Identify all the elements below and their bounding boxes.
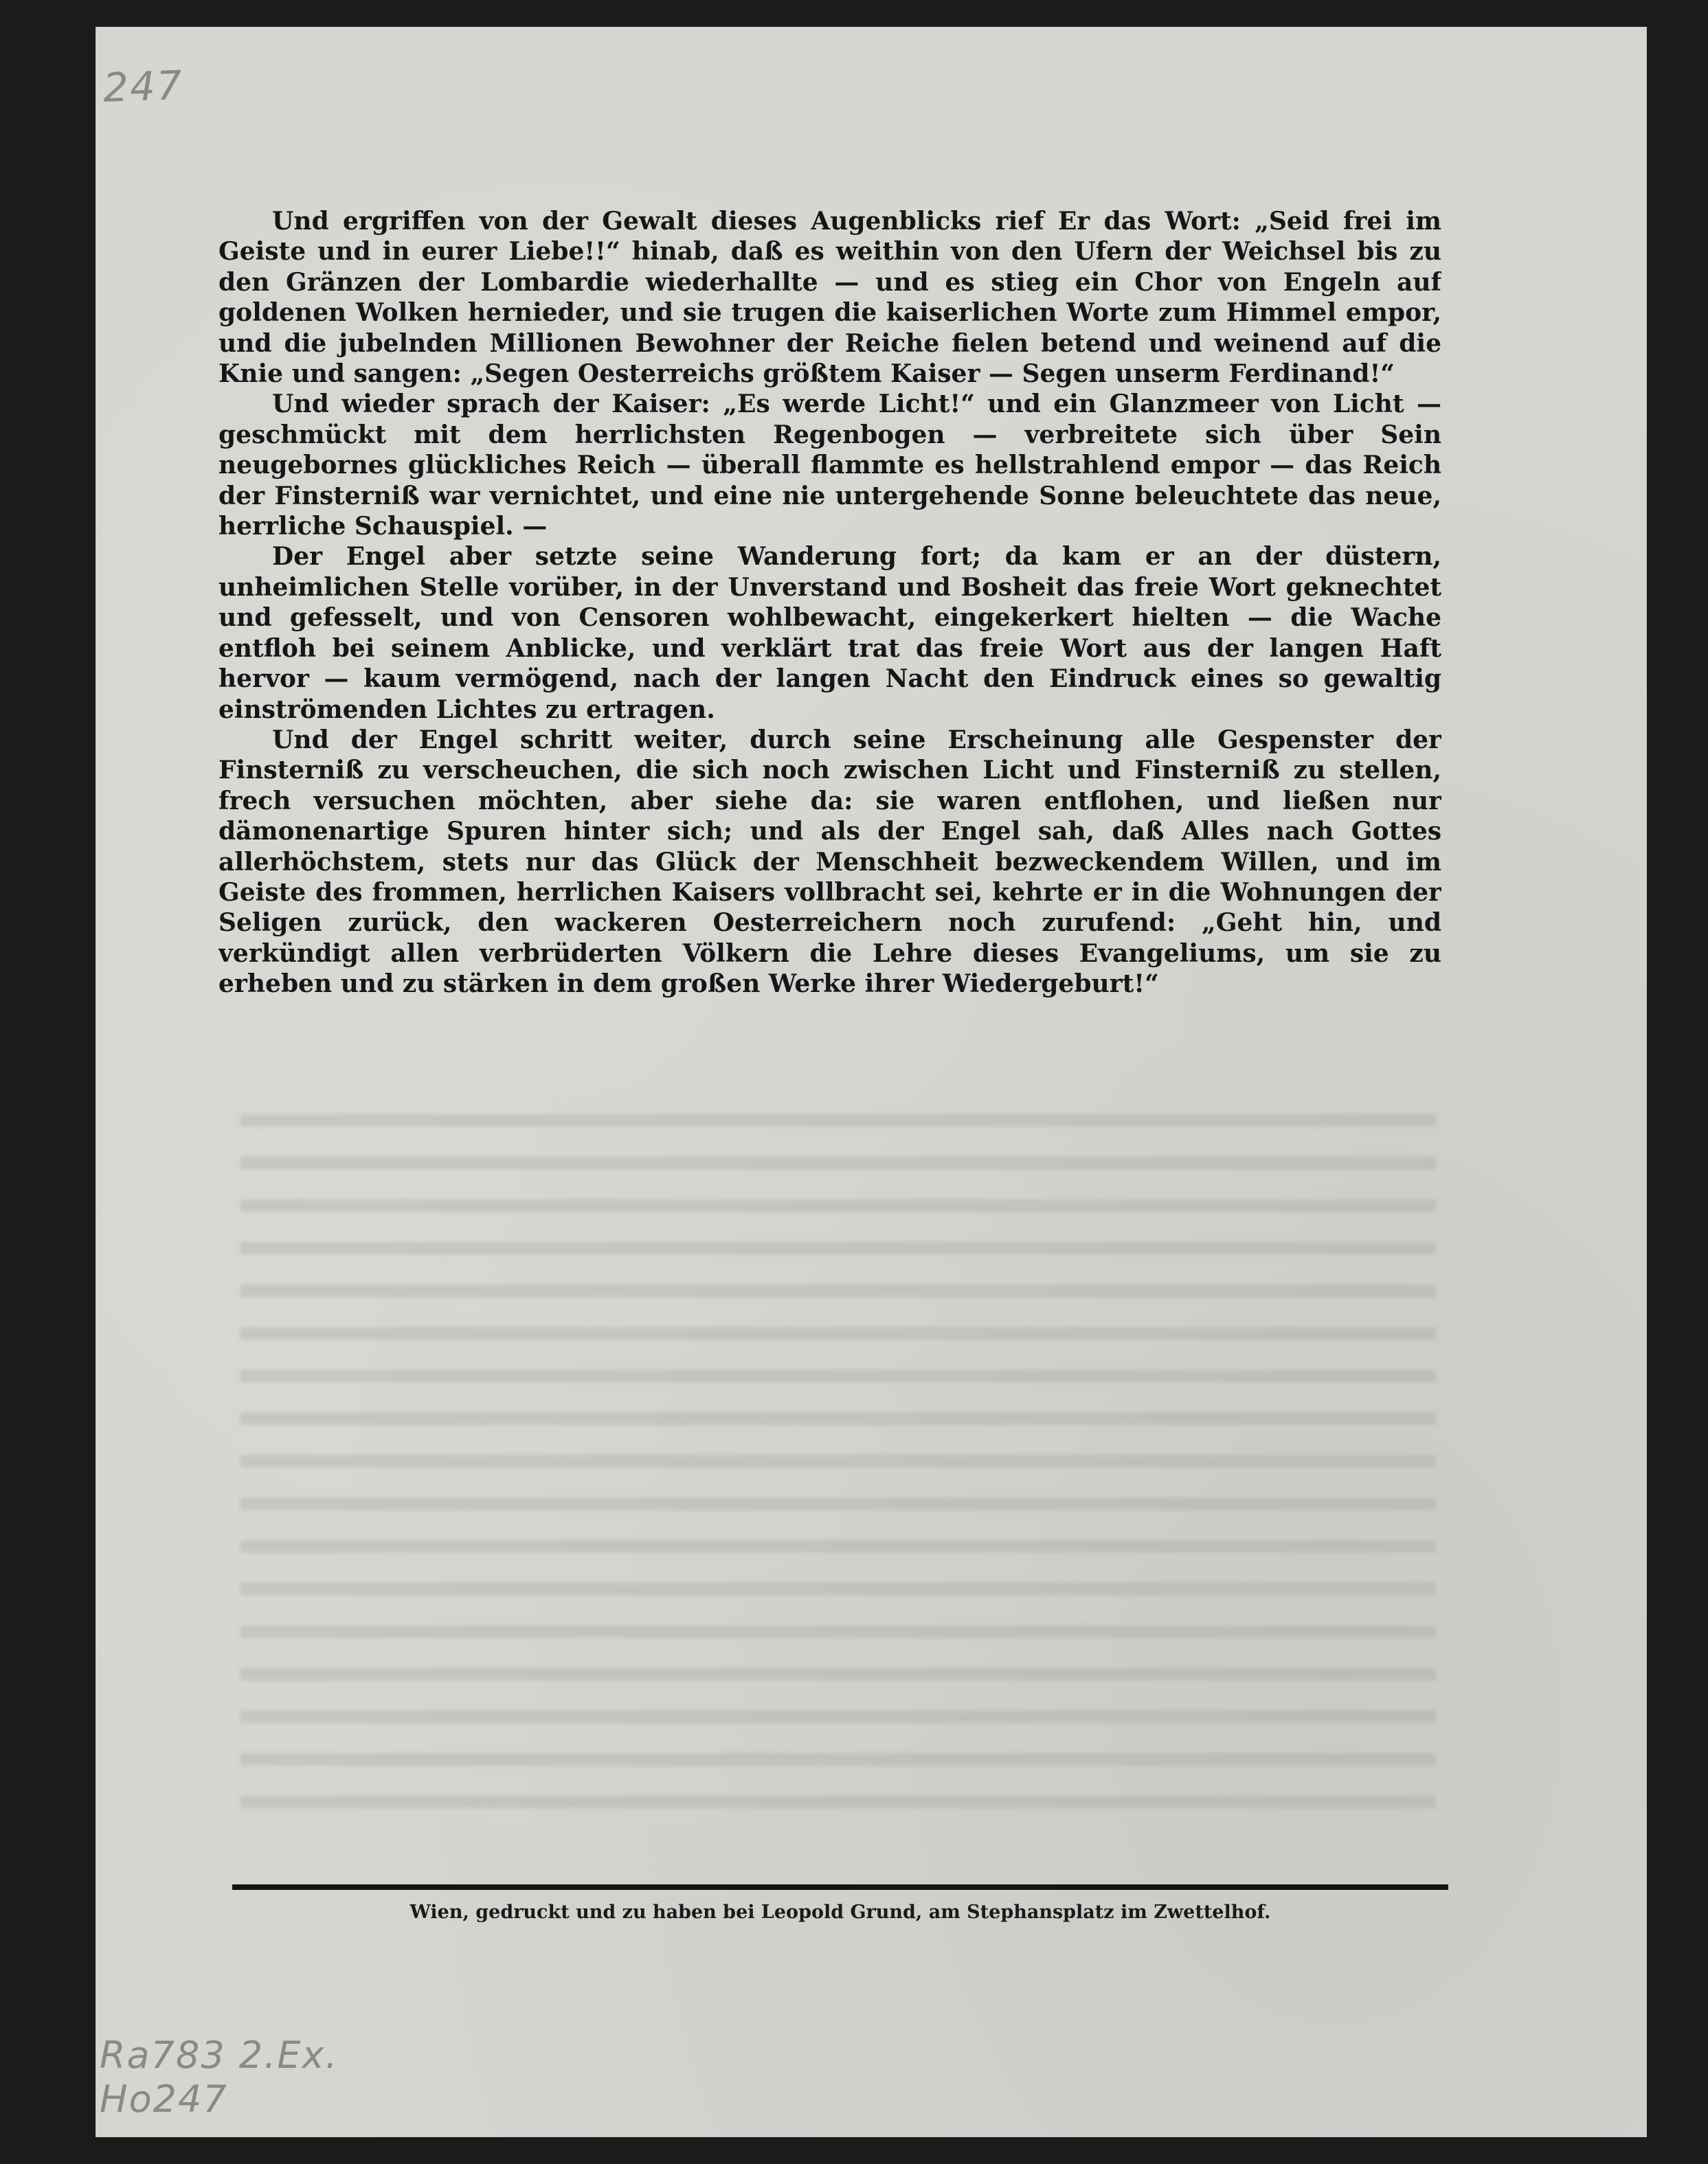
paragraph-2: Und wieder sprach der Kaiser: „Es werde Licht!“ und ein Glanzmeer von Licht — geschmückt mit dem herrlichsten Regenbogen — verbreitete sich über Sein neugebornes glückliches Reich — überall flammte es hellstrahlend empor — das Reich der Finsterniß war vernichtet, und eine nie untergehende Sonne beleuchtete das neue, herrliche Schauspiel. — bbox=[218, 390, 1441, 541]
show-through-text bbox=[240, 1099, 1436, 1814]
shelfmark-line-2: Ho247 bbox=[100, 2077, 228, 2121]
document-body bbox=[218, 206, 1441, 1127]
printer-imprint: Wien, gedruckt und zu haben bei Leopold Grund, am Stephansplatz im Zwettelhof. bbox=[409, 1902, 1271, 1923]
paragraph-3: Der Engel aber setzte seine Wanderung fort; da kam er an der düstern, unheimlichen Stelle vorüber, in der Unverstand und Bosheit das freie Wort geknechtet und gefesselt, und von Censoren wohlbewacht, eingekerkert hielten — die Wache entfloh bei seinem Anblicke, und verklärt trat das freie Wort aus der langen Haft hervor — kaum vermögend, nach der langen Nacht den Eindruck eines so gewaltig einströmenden Lichtes zu ertragen. bbox=[218, 542, 1441, 724]
shelfmark-line-1: Ra783 2.Ex. bbox=[100, 2033, 339, 2077]
pencil-annotation-bottom bbox=[100, 2033, 339, 2121]
pencil-annotation-top: 247 bbox=[102, 61, 184, 112]
paragraph-1: Und ergriffen von der Gewalt dieses Augenblicks rief Er das Wort: „Seid frei im Geiste und in eurer Liebe!!“ hinab, daß es weithin von den Ufern der Weichsel bis zu den Gränzen der Lombardie wiederhallte — und es stieg ein Chor von Engeln auf goldenen Wolken hernieder, und sie trugen die kaiserlichen Worte zum Himmel empor, und die jubelnden Millionen Bewohner der Reiche fielen betend und weinend auf die Knie und sangen: „Segen Oesterreichs größtem Kaiser — Segen unserm Ferdinand!“ bbox=[218, 207, 1441, 389]
imprint-rule bbox=[232, 1884, 1448, 1890]
paragraph-4: Und der Engel schritt weiter, durch seine Erscheinung alle Gespenster der Finsterniß zu verscheuchen, die sich noch zwischen Licht und Finsterniß zu stellen, frech versuchen möchten, aber siehe da: sie waren entflohen, und ließen nur dämonenartige Spuren hinter sich; und als der Engel sah, daß Alles nach Gottes allerhöchstem, stets nur das Glück der Menschheit bezweckendem Willen, und im Geiste des frommen, herrlichen Kaisers vollbracht sei, kehrte er in die Wohnungen der Seligen zurück, den wackeren Oesterreichern noch zurufend: „Geht hin, und verkündigt allen verbrüderten Völkern die Lehre dieses Evangeliums, um sie zu erheben und zu stärken in dem großen Werke ihrer Wiedergeburt!“ bbox=[218, 725, 1441, 999]
